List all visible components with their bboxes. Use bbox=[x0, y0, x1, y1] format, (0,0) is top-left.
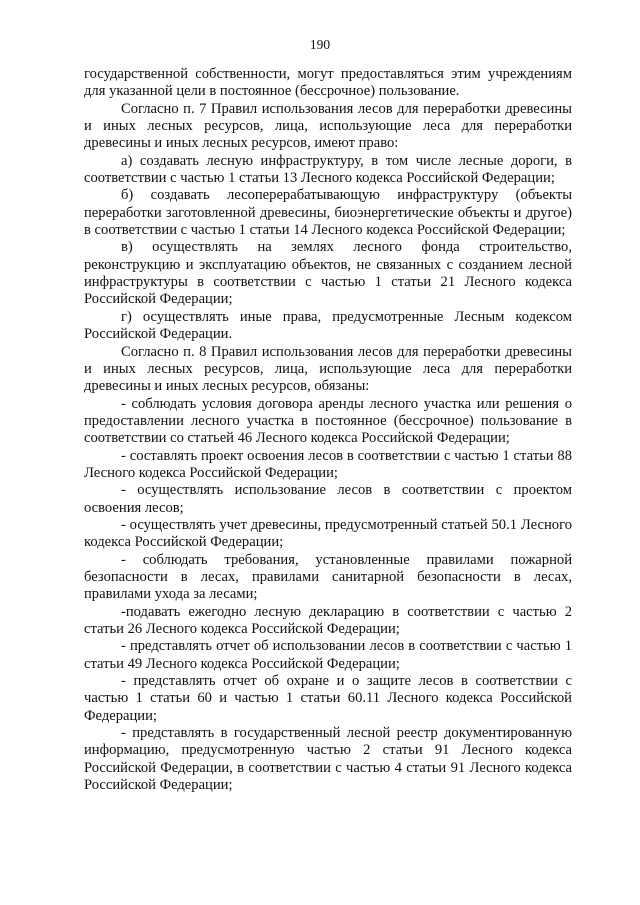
paragraph: Согласно п. 8 Правил использования лесов для переработки древесины и иных лесных ресурсов, лица, использующие леса для переработки древесины и иных лесных ресурсов, обязаны: bbox=[84, 343, 572, 395]
list-item: - соблюдать требования, установленные правилами пожарной безопасности в лесах, правилами санитарной безопасности в лесах, правилами ухода за лесами; bbox=[84, 551, 572, 603]
page-number: 190 bbox=[309, 37, 331, 52]
list-item: - представлять отчет об использовании лесов в соответствии с частью 1 статьи 49 Лесного кодекса Российской Федерации; bbox=[84, 638, 572, 672]
list-item: -подавать ежегодно лесную декларацию в соответствии с частью 2 статьи 26 Лесного кодекса Российской Федерации; bbox=[84, 603, 572, 637]
list-item: а) создавать лесную инфраструктуру, в том числе лесные дороги, в соответствии с частью 1 статьи 13 Лесного кодекса Российской Федерации; bbox=[84, 152, 572, 187]
paragraph: Согласно п. 7 Правил использования лесов для переработки древесины и иных лесных ресурсов, лица, использующие леса для переработки древесины и иных лесных ресурсов, имеют право: bbox=[84, 100, 572, 152]
paragraph: государственной собственности, могут предоставляться этим учреждениям для указанной цели в постоянное (бессрочное) пользование. bbox=[84, 66, 572, 100]
list-item: б) создавать лесоперерабатывающую инфраструктуру (объекты переработки заготовленной древесины, биоэнергетические объекты и другое) в соответствии с частью 1 статьи 14 Лесного кодекса Российской Федерации; bbox=[84, 187, 572, 239]
list-item: г) осуществлять иные права, предусмотренные Лесным кодексом Российской Федерации. bbox=[84, 308, 572, 343]
list-item: - составлять проект освоения лесов в соответствии с частью 1 статьи 88 Лесного кодекса Российской Федерации; bbox=[84, 447, 572, 481]
list-item: в) осуществлять на землях лесного фонда строительство, реконструкцию и эксплуатацию объектов, не связанных с созданием лесной инфраструктуры в соответствии с частью 1 статьи 21 Лесного кодекса Российской Федерации; bbox=[84, 239, 572, 308]
list-item: - соблюдать условия договора аренды лесного участка или решения о предоставлении лесного участка в постоянное (бессрочное) пользование в соответствии со статьей 46 Лесного кодекса Российской Федерации; bbox=[84, 395, 572, 447]
list-item: - осуществлять учет древесины, предусмотренный статьей 50.1 Лесного кодекса Российской Федерации; bbox=[84, 516, 572, 551]
list-item: - представлять отчет об охране и о защите лесов в соответствии с частью 1 статьи 60 и частью 1 статьи 60.11 Лесного кодекса Российской Федерации; bbox=[84, 673, 572, 724]
list-item: - представлять в государственный лесной реестр документированную информацию, предусмотренную частью 2 статьи 91 Лесного кодекса Российской Федерации, в соответствии с частью 4 статьи 91 Лесного кодекса Российской Федерации; bbox=[84, 725, 572, 794]
body-text bbox=[84, 66, 572, 794]
list-item: - осуществлять использование лесов в соответствии с проектом освоения лесов; bbox=[84, 482, 572, 516]
